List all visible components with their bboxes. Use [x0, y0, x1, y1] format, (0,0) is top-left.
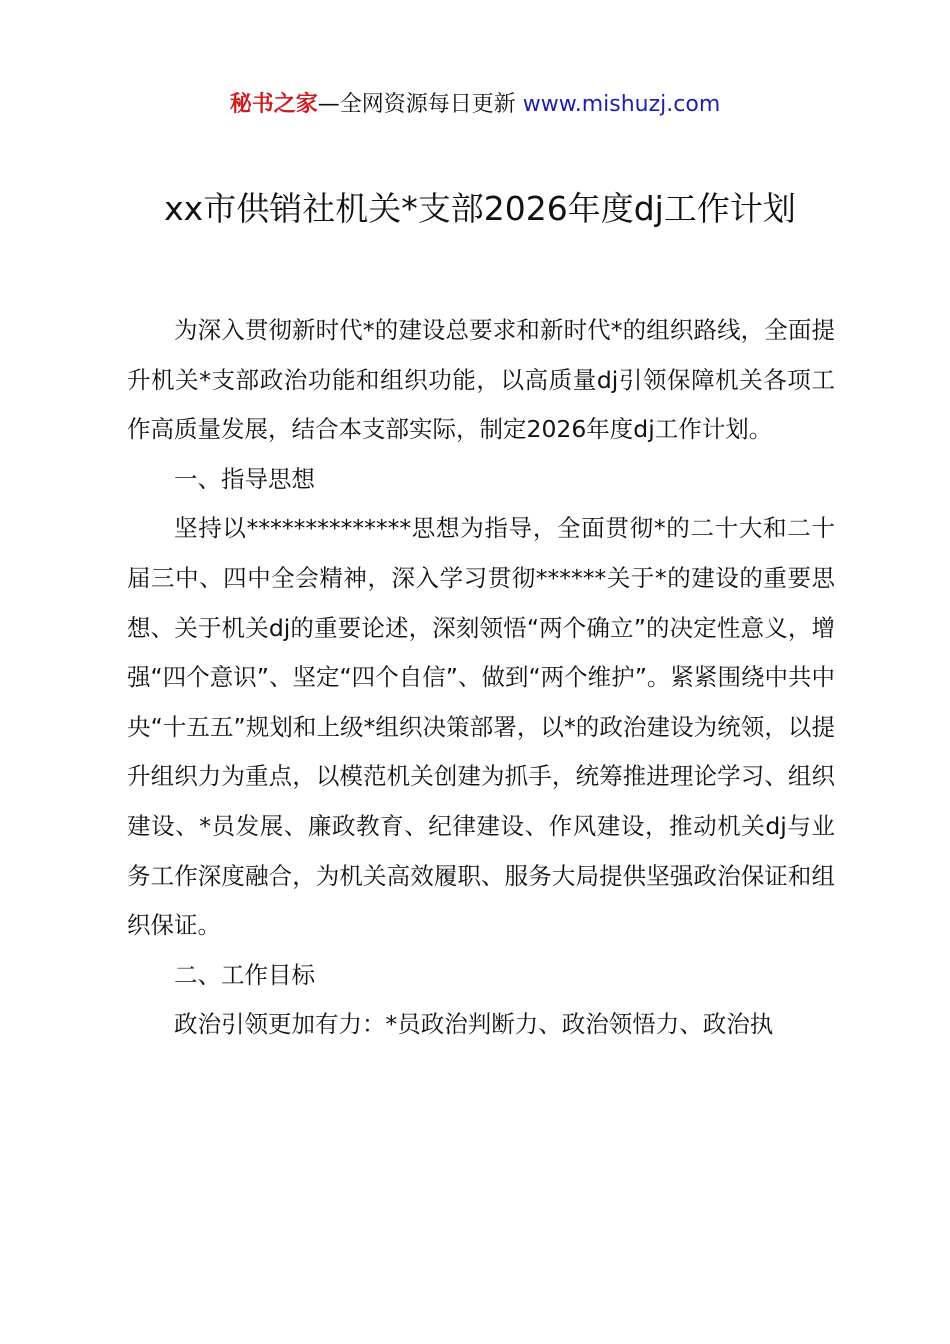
- heading-guiding-ideology: 一、指导思想: [174, 464, 315, 493]
- paragraph-guiding-ideology: 坚持以**************思想为指导，全面贯彻*的二十大和二十届三中、四中全会精神，深入学习贯彻******关于*的建设的重要思想、关于机关dj的重要论述，深刻领悟“两个确立”的决定性意义，增强“四个意识”、坚定“四个自信”、做到“两个维护”。紧紧围绕中共中央“十五五”规划和上级*组织决策部署，以*的政治建设为统领，以提升组织力为重点，以模范机关创建为抓手，统筹推进理论学习、组织建设、*员发展、廉政教育、纪律建设、作风建设，推动机关dj与业务工作深度融合，为机关高效履职、服务大局提供坚强政治保证和组织保证。: [127, 514, 835, 940]
- site-header: [0, 88, 950, 122]
- document-body: [127, 306, 835, 1050]
- brand-name: 秘书之家: [229, 92, 318, 117]
- site-url-link[interactable]: www.mishuzj.com: [522, 92, 721, 117]
- paragraph-work-goals: 政治引领更加有力：*员政治判断力、政治领悟力、政治执: [174, 1010, 774, 1039]
- header-tagline: —全网资源每日更新: [317, 92, 516, 117]
- document-title: xx市供销社机关*支部2026年度dj工作计划: [164, 189, 796, 228]
- heading-work-goals: 二、工作目标: [174, 960, 315, 989]
- paragraph-intro: 为深入贯彻新时代*的建设总要求和新时代*的组织路线，全面提升机关*支部政治功能和组织功能，以高质量dj引领保障机关各项工作高质量发展，结合本支部实际，制定2026年度dj工作计划。: [127, 316, 835, 444]
